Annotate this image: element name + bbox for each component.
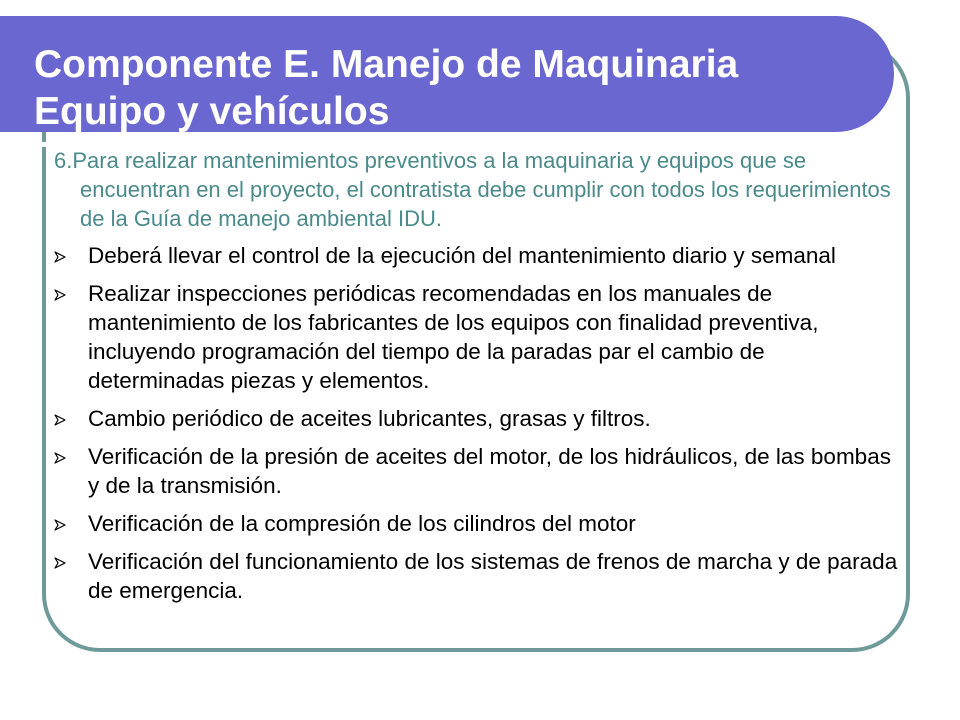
arrowhead-bullet-icon xyxy=(54,414,66,426)
slide-content xyxy=(54,146,904,614)
bullet-text: Deberá llevar el control de la ejecución del mantenimiento diario y semanal xyxy=(88,243,836,268)
bullet-item xyxy=(54,404,904,433)
arrowhead-bullet-icon xyxy=(54,452,66,464)
arrowhead-bullet-icon xyxy=(54,557,66,569)
slide-title: Componente E. Manejo de Maquinaria Equipo y vehículos xyxy=(34,43,739,133)
title-banner xyxy=(0,16,894,132)
arrowhead-bullet-icon xyxy=(54,251,66,263)
bullet-item xyxy=(54,509,904,538)
arrowhead-bullet-icon xyxy=(54,289,66,301)
arrowhead-bullet-icon xyxy=(54,519,66,531)
bullet-text: Cambio periódico de aceites lubricantes, grasas y filtros. xyxy=(88,406,651,431)
bullet-item xyxy=(54,279,904,395)
bullet-text: Realizar inspecciones periódicas recomendadas en los manuales de mantenimiento de los fabricantes de los equipos con finalidad preventiva, incluyendo programación del tiempo de la paradas par el cambio de determinadas piezas y elementos. xyxy=(88,281,819,393)
intro-paragraph: 6.Para realizar mantenimientos preventivos a la maquinaria y equipos que se encuentran en el proyecto, el contratista debe cumplir con todos los requerimientos de la Guía de manejo ambiental IDU. xyxy=(54,148,891,231)
bullet-item xyxy=(54,442,904,500)
bullet-item xyxy=(54,547,904,605)
bullet-text: Verificación del funcionamiento de los sistemas de frenos de marcha y de parada de emergencia. xyxy=(88,549,898,603)
bullet-item xyxy=(54,241,904,270)
bullet-list xyxy=(54,241,904,605)
bullet-text: Verificación de la compresión de los cilindros del motor xyxy=(88,511,636,536)
bullet-text: Verificación de la presión de aceites del motor, de los hidráulicos, de las bombas y de la transmisión. xyxy=(88,444,891,498)
